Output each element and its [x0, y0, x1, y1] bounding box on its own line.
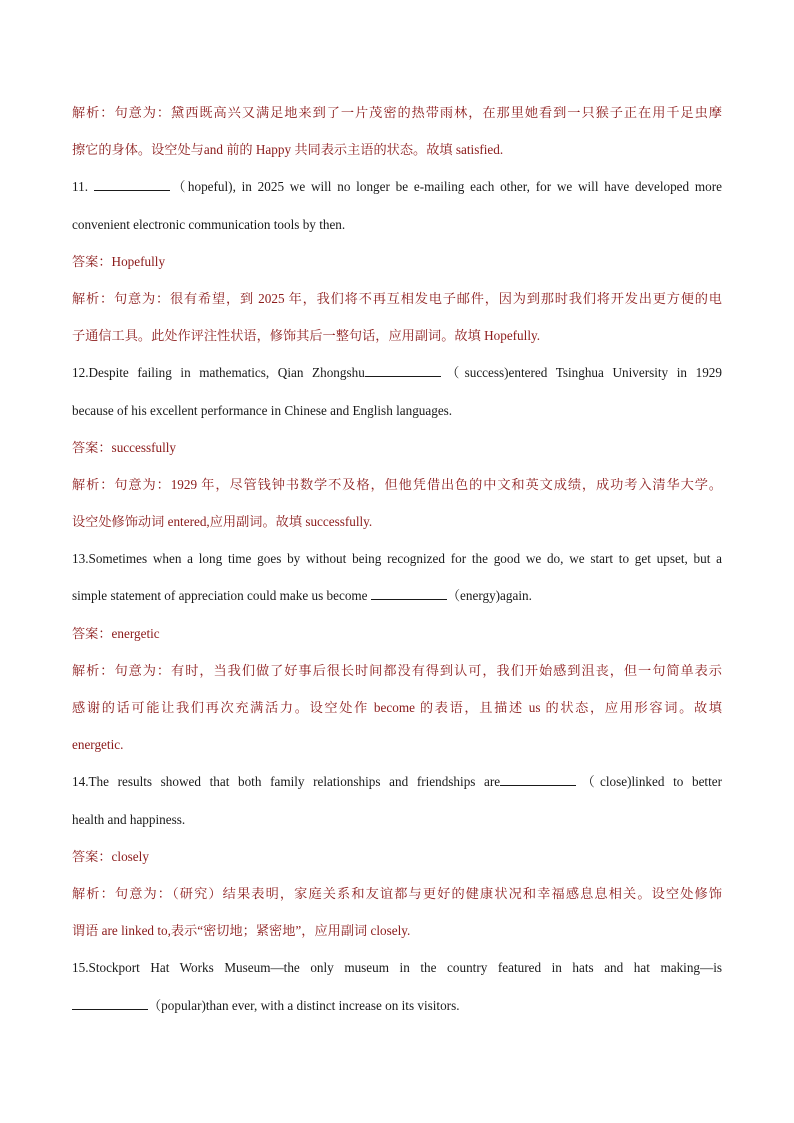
- explanation-line: [72, 94, 722, 131]
- question-line: [72, 763, 722, 800]
- answer-line: [72, 243, 722, 280]
- line-text: 答案：energetic: [72, 625, 160, 641]
- answer-blank[interactable]: [72, 996, 148, 1010]
- line-text: 子通信工具。此处作评注性状语，修饰其后一整句话，应用副词。故填 Hopefully.: [72, 328, 541, 344]
- answer-blank[interactable]: [371, 586, 447, 600]
- line-text: 擦它的身体。设空处与and 前的 Happy 共同表示主语的状态。故填 satisfied.: [72, 142, 504, 158]
- explanation-line: [72, 689, 722, 726]
- answer-line: [72, 838, 722, 875]
- question-line: [72, 168, 722, 205]
- question-line: [72, 354, 722, 391]
- line-text: （popular)than ever, with a distinct increase on its visitors.: [148, 997, 460, 1013]
- answer-blank[interactable]: [500, 772, 576, 786]
- line-text: energetic.: [72, 737, 124, 753]
- question-line: [72, 392, 722, 429]
- question-line: [72, 987, 722, 1024]
- document-page: [72, 94, 722, 1024]
- explanation-line: [72, 652, 722, 689]
- line-text: （energy)again.: [446, 588, 532, 604]
- answer-blank[interactable]: [365, 363, 441, 377]
- line-text: 解析：句意为：有时，当我们做了好事后很长时间都没有得到认可，我们开始感到沮丧，但一句简单表示: [72, 662, 722, 678]
- question-line: [72, 801, 722, 838]
- answer-line: [72, 615, 722, 652]
- line-text: 解析：句意为：很有希望，到 2025 年，我们将不再互相发电子邮件，因为到那时我们将开发出更方便的电: [72, 290, 722, 306]
- line-text: health and happiness.: [72, 811, 186, 827]
- line-text: 11.: [72, 179, 94, 195]
- line-text: 答案：closely: [72, 848, 149, 864]
- question-line: [72, 540, 722, 577]
- line-text: 答案：Hopefully: [72, 253, 166, 269]
- question-line: [72, 206, 722, 243]
- line-text: 13.Sometimes when a long time goes by without being recognized for the good we do, we start to get upset, but a: [72, 551, 722, 567]
- explanation-line: [72, 912, 722, 949]
- question-line: [72, 577, 722, 614]
- line-text: 解析：句意为：（研究）结果表明，家庭关系和友谊都与更好的健康状况和幸福感息息相关。设空处修饰: [72, 885, 722, 901]
- explanation-line: [72, 466, 722, 503]
- line-text: （success)entered Tsinghua University in 1929: [440, 365, 722, 381]
- line-text: because of his excellent performance in Chinese and English languages.: [72, 402, 453, 418]
- line-text: simple statement of appreciation could make us become: [72, 588, 371, 604]
- answer-line: [72, 429, 722, 466]
- line-text: convenient electronic communication tools by then.: [72, 216, 346, 232]
- line-text: 设空处修饰动词 entered,应用副词。故填 successfully.: [72, 514, 373, 530]
- line-text: 谓语 are linked to,表示“密切地；紧密地”，应用副词 closely.: [72, 923, 411, 939]
- answer-blank[interactable]: [94, 177, 170, 191]
- line-text: 解析：句意为：黛西既高兴又满足地来到了一片茂密的热带雨林，在那里她看到一只猴子正在用千足虫摩: [72, 105, 722, 120]
- line-text: 解析：句意为：1929 年，尽管钱钟书数学不及格，但他凭借出色的中文和英文成绩，成功考入清华大学。: [72, 476, 722, 492]
- explanation-line: [72, 726, 722, 763]
- line-text: 15.Stockport Hat Works Museum—the only museum in the country featured in hats and hat making—is: [72, 960, 722, 976]
- line-text: 感谢的话可能让我们再次充满活力。设空处作 become 的表语，且描述 us 的状态，应用形容词。故填: [72, 700, 722, 715]
- line-text: （hopeful), in 2025 we will no longer be e-mailing each other, for we will have developed more: [169, 179, 722, 195]
- line-text: 14.The results showed that both family relationships and friendships are: [72, 774, 501, 790]
- explanation-line: [72, 503, 722, 540]
- line-text: 答案：successfully: [72, 439, 177, 455]
- line-text: 12.Despite failing in mathematics, Qian Zhongshu: [72, 365, 365, 381]
- line-text: （close)linked to better: [576, 774, 722, 790]
- explanation-line: [72, 875, 722, 912]
- explanation-line: [72, 131, 722, 168]
- explanation-line: [72, 317, 722, 354]
- question-line: [72, 949, 722, 986]
- explanation-line: [72, 280, 722, 317]
